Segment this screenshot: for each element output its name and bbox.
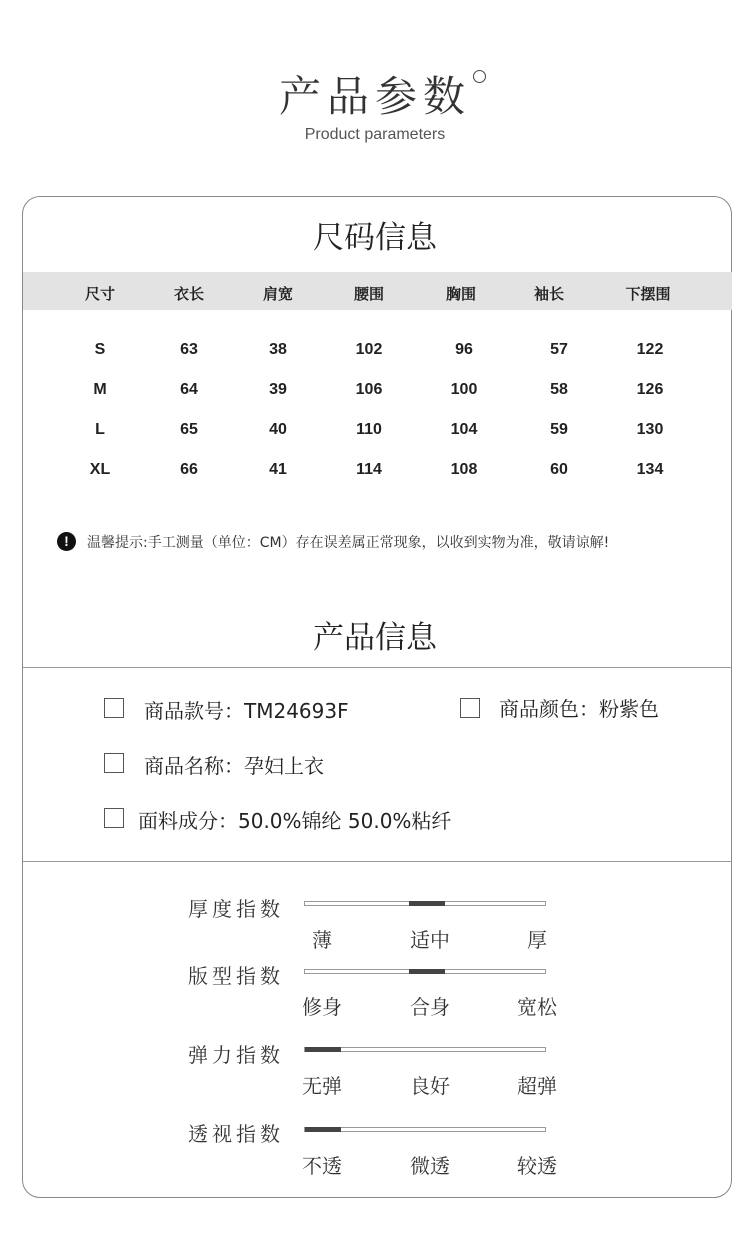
table-cell: 114	[356, 461, 382, 478]
index-option: 宽松	[517, 995, 557, 1019]
index-option: 无弹	[302, 1074, 342, 1098]
table-cell: 57	[550, 341, 568, 358]
style-no-checkbox	[104, 698, 124, 718]
index-label: 厚度指数	[188, 897, 284, 921]
index-marker	[409, 969, 445, 974]
index-option: 薄	[312, 928, 332, 952]
table-cell: 130	[636, 421, 664, 438]
color-text: 商品颜色：粉紫色	[499, 697, 659, 721]
table-cell: 40	[269, 421, 287, 438]
table-cell: XL	[89, 461, 111, 478]
index-option: 不透	[302, 1154, 342, 1178]
table-cell: M	[93, 381, 107, 398]
name-text: 商品名称：孕妇上衣	[144, 754, 324, 778]
product-section-title: 产品信息	[313, 620, 437, 656]
table-cell: 41	[269, 461, 287, 478]
divider	[23, 667, 732, 668]
column-header: 衣长	[173, 285, 204, 303]
table-cell: 110	[356, 421, 382, 438]
table-cell: 104	[450, 421, 478, 438]
column-header: 腰围	[353, 285, 384, 303]
table-cell: 63	[180, 341, 198, 358]
table-cell: 66	[180, 461, 198, 478]
index-label: 弹力指数	[188, 1043, 284, 1067]
fabric-text: 面料成分：50.0%锦纶 50.0%粘纤	[138, 809, 452, 833]
index-track	[304, 969, 546, 974]
index-track	[304, 1127, 546, 1132]
table-cell: 126	[636, 381, 664, 398]
index-label: 透视指数	[188, 1122, 284, 1146]
index-option: 较透	[517, 1154, 557, 1178]
color-checkbox	[460, 698, 480, 718]
index-marker	[305, 1047, 341, 1052]
table-cell: 96	[455, 341, 473, 358]
column-header: 下摆围	[625, 285, 671, 303]
table-cell: 100	[450, 381, 478, 398]
index-option: 微透	[410, 1154, 450, 1178]
index-marker	[409, 901, 445, 906]
size-section-title: 尺码信息	[313, 220, 437, 256]
table-cell: 38	[269, 341, 287, 358]
column-header: 尺寸	[84, 285, 115, 303]
column-header: 胸围	[445, 285, 476, 303]
index-option: 厚	[527, 928, 547, 952]
index-track	[304, 1047, 546, 1052]
table-cell: 102	[355, 341, 383, 358]
table-cell: 134	[636, 461, 664, 478]
page-subtitle: Product parameters	[304, 126, 446, 143]
table-cell: L	[95, 421, 105, 438]
index-marker	[305, 1127, 341, 1132]
column-header: 袖长	[533, 285, 564, 303]
table-cell: 64	[180, 381, 198, 398]
divider	[23, 861, 732, 862]
index-option: 合身	[410, 995, 450, 1019]
index-option: 良好	[410, 1074, 450, 1098]
fabric-checkbox	[104, 808, 124, 828]
table-cell: 60	[550, 461, 568, 478]
circle-mark-icon	[473, 70, 486, 83]
table-cell: 108	[450, 461, 478, 478]
index-option: 修身	[302, 995, 342, 1019]
name-checkbox	[104, 753, 124, 773]
measurement-tip: 温馨提示:手工测量（单位：CM）存在误差属正常现象，以收到实物为准，敬请谅解!	[87, 535, 610, 551]
table-cell: 122	[636, 341, 664, 358]
page-title: 产品参数	[278, 72, 471, 121]
table-cell: S	[94, 341, 106, 358]
table-cell: 39	[269, 381, 287, 398]
index-option: 适中	[410, 928, 450, 952]
table-cell: 65	[180, 421, 198, 438]
index-label: 版型指数	[188, 964, 284, 988]
table-cell: 106	[355, 381, 383, 398]
style-no-text: 商品款号：TM24693F	[144, 699, 349, 723]
table-cell: 58	[550, 381, 568, 398]
table-cell: 59	[550, 421, 568, 438]
index-track	[304, 901, 546, 906]
exclamation-icon: !	[57, 532, 76, 551]
column-header: 肩宽	[262, 285, 293, 303]
index-option: 超弹	[517, 1074, 557, 1098]
